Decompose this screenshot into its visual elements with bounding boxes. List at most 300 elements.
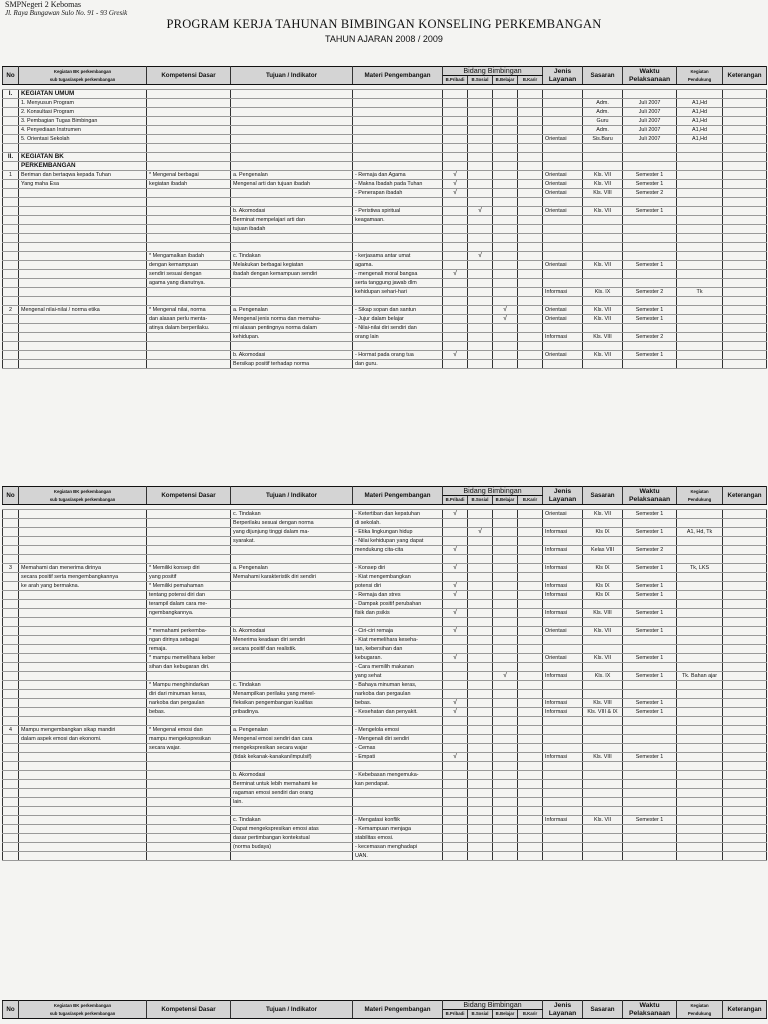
header-pribadi-text: B.Pribadi: [445, 1011, 465, 1016]
cell-jenis-layanan: [543, 279, 583, 288]
cell-sasaran: Kls. VIII & IX: [583, 708, 623, 717]
header-sosial-text: B.Sosial: [471, 1011, 489, 1016]
cell-kompetensi: agama yang dianutnya.: [147, 279, 231, 288]
cell-waktu: [623, 645, 677, 654]
cell-sasaran: Kls. VII: [583, 654, 623, 663]
cell-sasaran: [583, 681, 623, 690]
cell-belajar: [493, 834, 518, 843]
table-row: [3, 735, 767, 744]
cell-tujuan: mengekspresikan secara wajar: [231, 744, 353, 753]
cell-jenis-layanan: Orientasi: [543, 189, 583, 198]
cell-pribadi: [443, 162, 468, 171]
cell-pendukung: [677, 690, 723, 699]
header-sasaran-text: Sasaran: [590, 1005, 615, 1013]
cell-waktu: Semester 1: [623, 171, 677, 180]
cell-pribadi: [443, 681, 468, 690]
cell-pendukung: [677, 807, 723, 816]
cell-waktu: [623, 297, 677, 306]
header-keterangan-text: Keterangan: [727, 71, 762, 79]
cell-kegiatan: Yang maha Esa: [19, 180, 147, 189]
cell-jenis-layanan: [543, 807, 583, 816]
table-row: [3, 636, 767, 645]
cell-belajar: [493, 270, 518, 279]
cell-waktu: [623, 852, 677, 861]
cell-kompetensi: tentang potensi diri dan: [147, 591, 231, 600]
cell-karir: [518, 744, 543, 753]
table-row: [3, 117, 767, 126]
cell-pribadi: [443, 117, 468, 126]
cell-no: [3, 735, 19, 744]
cell-materi: - Cara memilih makanan: [353, 663, 443, 672]
table-row: [3, 519, 767, 528]
cell-waktu: [623, 618, 677, 627]
cell-pendukung: [677, 519, 723, 528]
header-sasaran: [583, 67, 623, 85]
cell-kompetensi: [147, 555, 231, 564]
cell-tujuan: a. Pengenalan: [231, 306, 353, 315]
cell-kegiatan: 4. Penyediaan Instrumen: [19, 126, 147, 135]
cell-pendukung: [677, 699, 723, 708]
cell-keterangan: [723, 360, 767, 369]
header-no-text: No: [6, 71, 15, 79]
cell-pribadi: [443, 771, 468, 780]
cell-belajar: [493, 180, 518, 189]
cell-materi: [353, 555, 443, 564]
cell-no: [3, 324, 19, 333]
cell-keterangan: [723, 126, 767, 135]
cell-belajar: [493, 645, 518, 654]
cell-belajar: [493, 528, 518, 537]
table-row: [3, 135, 767, 144]
cell-jenis-layanan: [543, 663, 583, 672]
header-jenis-text: Layanan: [548, 75, 577, 83]
cell-keterangan: [723, 510, 767, 519]
cell-sasaran: [583, 789, 623, 798]
cell-materi: - Makna Ibadah pada Tuhan: [353, 180, 443, 189]
cell-kompetensi: [147, 771, 231, 780]
cell-materi: [353, 153, 443, 162]
cell-tujuan: b. Akomodasi: [231, 627, 353, 636]
cell-pribadi: [443, 234, 468, 243]
cell-no: [3, 663, 19, 672]
cell-materi: - Kemampuan menjaga: [353, 825, 443, 834]
cell-belajar: [493, 627, 518, 636]
table-row: [3, 261, 767, 270]
cell-materi: - Mengelola emosi: [353, 726, 443, 735]
cell-materi: [353, 144, 443, 153]
cell-keterangan: [723, 618, 767, 627]
cell-pendukung: [677, 207, 723, 216]
header-kegiatan-text: Kegiatan BK perkembangan: [53, 68, 112, 74]
table-row: [3, 333, 767, 342]
table-row: [3, 162, 767, 171]
header-keterangan: [723, 487, 767, 505]
cell-waktu: Semester 1: [623, 816, 677, 825]
cell-jenis-layanan: Informasi: [543, 708, 583, 717]
cell-tujuan: tujuan ibadah: [231, 225, 353, 234]
header-kegiatan-text: sub tugas/aspek perkembangan: [49, 496, 116, 502]
cell-sasaran: [583, 825, 623, 834]
cell-tujuan: [231, 618, 353, 627]
cell-sasaran: [583, 843, 623, 852]
cell-kegiatan: [19, 333, 147, 342]
cell-keterangan: [723, 252, 767, 261]
cell-tujuan: Dapat mengekspresikan emosi atas: [231, 825, 353, 834]
cell-tujuan: [231, 99, 353, 108]
table-row: [3, 663, 767, 672]
cell-waktu: Semester 1: [623, 180, 677, 189]
cell-waktu: Semester 1: [623, 306, 677, 315]
cell-kompetensi: sendiri sesuai dengan: [147, 270, 231, 279]
cell-keterangan: [723, 171, 767, 180]
cell-waktu: [623, 663, 677, 672]
cell-pendukung: [677, 843, 723, 852]
cell-materi: - Peristiwa spiritual: [353, 207, 443, 216]
cell-tujuan: c. Tindakan: [231, 816, 353, 825]
cell-karir: [518, 600, 543, 609]
cell-waktu: [623, 834, 677, 843]
cell-keterangan: [723, 279, 767, 288]
cell-pendukung: [677, 90, 723, 99]
cell-pribadi: [443, 279, 468, 288]
cell-no: [3, 135, 19, 144]
table-row: [3, 798, 767, 807]
cell-sosial: [468, 333, 493, 342]
cell-pribadi: [443, 297, 468, 306]
cell-pendukung: A1,Hd: [677, 108, 723, 117]
cell-kegiatan: [19, 807, 147, 816]
cell-karir: [518, 708, 543, 717]
cell-kegiatan: [19, 636, 147, 645]
cell-sosial: [468, 162, 493, 171]
cell-keterangan: [723, 699, 767, 708]
cell-keterangan: [723, 816, 767, 825]
cell-karir: [518, 351, 543, 360]
cell-no: [3, 672, 19, 681]
cell-materi: dan guru.: [353, 360, 443, 369]
cell-no: [3, 162, 19, 171]
cell-belajar: [493, 564, 518, 573]
cell-tujuan: [231, 117, 353, 126]
cell-pendukung: [677, 234, 723, 243]
cell-belajar: [493, 162, 518, 171]
cell-karir: [518, 324, 543, 333]
cell-sosial: [468, 771, 493, 780]
header-sosial-text: B.Sosial: [471, 77, 489, 82]
cell-keterangan: [723, 180, 767, 189]
cell-belajar: [493, 351, 518, 360]
cell-kompetensi: [147, 162, 231, 171]
cell-keterangan: [723, 843, 767, 852]
cell-kegiatan: 5. Orientasi Sekolah: [19, 135, 147, 144]
header-sosial: [468, 496, 493, 505]
cell-waktu: [623, 789, 677, 798]
cell-materi: narkoba dan pergaulan: [353, 690, 443, 699]
cell-waktu: [623, 243, 677, 252]
cell-sosial: √: [468, 207, 493, 216]
cell-belajar: [493, 663, 518, 672]
cell-materi: [353, 342, 443, 351]
cell-no: [3, 825, 19, 834]
cell-pendukung: [677, 252, 723, 261]
cell-kegiatan: [19, 189, 147, 198]
cell-kegiatan: [19, 546, 147, 555]
cell-kompetensi: [147, 234, 231, 243]
school-address: Jl. Raya Bungawan Sulo No. 91 - 93 Gresik: [5, 9, 128, 17]
cell-tujuan: Menampilkan perilaku yang merel-: [231, 690, 353, 699]
cell-kompetensi: atinya dalam berperilaku.: [147, 324, 231, 333]
cell-pribadi: [443, 198, 468, 207]
cell-belajar: [493, 726, 518, 735]
header-pendukung: [677, 67, 723, 85]
cell-pribadi: [443, 333, 468, 342]
cell-materi: serta tanggung jawab dlm: [353, 279, 443, 288]
cell-karir: [518, 573, 543, 582]
header-karir: [518, 1010, 543, 1019]
header-tujuan-text: Tujuan / Indikator: [265, 1005, 318, 1013]
header-waktu-text: Pelaksanaan: [628, 495, 671, 503]
cell-kegiatan: [19, 342, 147, 351]
cell-tujuan: [231, 762, 353, 771]
cell-pribadi: [443, 324, 468, 333]
cell-tujuan: lain.: [231, 798, 353, 807]
cell-tujuan: [231, 591, 353, 600]
cell-kompetensi: [147, 780, 231, 789]
cell-keterangan: [723, 726, 767, 735]
cell-pendukung: [677, 591, 723, 600]
cell-sosial: [468, 780, 493, 789]
cell-kegiatan: [19, 834, 147, 843]
cell-pendukung: [677, 537, 723, 546]
cell-jenis-layanan: [543, 771, 583, 780]
cell-keterangan: [723, 162, 767, 171]
cell-pendukung: A1,Hd: [677, 117, 723, 126]
cell-no: [3, 234, 19, 243]
header-jenis-text: Jenis: [553, 67, 572, 75]
cell-kegiatan: Beriman dan bertaqwa kepada Tuhan: [19, 171, 147, 180]
cell-kompetensi: [147, 798, 231, 807]
header-pendukung: [677, 1001, 723, 1019]
table-row: [3, 600, 767, 609]
header-materi-text: Materi Pengembangan: [364, 491, 431, 499]
cell-waktu: [623, 216, 677, 225]
table-row: [3, 99, 767, 108]
cell-pendukung: [677, 216, 723, 225]
cell-materi: tan, kebersihan dan: [353, 645, 443, 654]
cell-karir: [518, 117, 543, 126]
cell-pendukung: [677, 243, 723, 252]
cell-no: [3, 225, 19, 234]
cell-tujuan: pribadinya.: [231, 708, 353, 717]
cell-tujuan: a. Pengenalan: [231, 726, 353, 735]
cell-pendukung: [677, 360, 723, 369]
cell-no: [3, 690, 19, 699]
cell-sosial: [468, 726, 493, 735]
cell-waktu: [623, 771, 677, 780]
cell-sasaran: [583, 279, 623, 288]
cell-materi: - Bahaya minuman keras,: [353, 681, 443, 690]
cell-materi: - kerjasama antar umat: [353, 252, 443, 261]
cell-kompetensi: [147, 216, 231, 225]
cell-kompetensi: * mampu memelihara keber: [147, 654, 231, 663]
cell-karir: [518, 582, 543, 591]
cell-pribadi: [443, 252, 468, 261]
cell-kegiatan: [19, 627, 147, 636]
table-row: [3, 198, 767, 207]
cell-no: [3, 834, 19, 843]
cell-keterangan: [723, 135, 767, 144]
cell-sosial: [468, 636, 493, 645]
table-row: [3, 690, 767, 699]
cell-karir: [518, 99, 543, 108]
cell-materi: di sekolah.: [353, 519, 443, 528]
header-bidang: [443, 67, 543, 76]
cell-no: [3, 645, 19, 654]
table-row: [3, 780, 767, 789]
cell-tujuan: c. Tindakan: [231, 681, 353, 690]
header-waktu-text: Waktu: [639, 1001, 660, 1009]
cell-kompetensi: sihan dan kebugaran diri.: [147, 663, 231, 672]
cell-kegiatan: [19, 144, 147, 153]
cell-sosial: [468, 126, 493, 135]
cell-pribadi: [443, 816, 468, 825]
cell-materi: [353, 198, 443, 207]
cell-pribadi: √: [443, 564, 468, 573]
table-row: [3, 510, 767, 519]
header-karir: [518, 496, 543, 505]
cell-no: [3, 582, 19, 591]
cell-sosial: [468, 582, 493, 591]
cell-no: [3, 843, 19, 852]
cell-pribadi: [443, 519, 468, 528]
cell-belajar: [493, 207, 518, 216]
cell-no: [3, 180, 19, 189]
cell-jenis-layanan: [543, 645, 583, 654]
cell-sosial: [468, 99, 493, 108]
cell-pendukung: [677, 261, 723, 270]
cell-karir: [518, 699, 543, 708]
cell-kegiatan: [19, 288, 147, 297]
cell-sosial: [468, 735, 493, 744]
cell-kompetensi: mampu mengekspresikan: [147, 735, 231, 744]
cell-karir: [518, 510, 543, 519]
cell-pribadi: [443, 717, 468, 726]
cell-kompetensi: bebas.: [147, 708, 231, 717]
cell-sosial: [468, 279, 493, 288]
cell-kompetensi: * memahami perkemba-: [147, 627, 231, 636]
cell-pribadi: [443, 834, 468, 843]
cell-karir: [518, 834, 543, 843]
cell-sasaran: Kls. IX: [583, 288, 623, 297]
cell-pribadi: √: [443, 627, 468, 636]
cell-sosial: [468, 618, 493, 627]
cell-tujuan: [231, 198, 353, 207]
cell-kompetensi: dan alasan perlu menta-: [147, 315, 231, 324]
cell-sasaran: [583, 519, 623, 528]
header-jenis: [543, 1001, 583, 1019]
cell-keterangan: [723, 99, 767, 108]
cell-waktu: Semester 1: [623, 261, 677, 270]
cell-pribadi: [443, 672, 468, 681]
cell-no: [3, 216, 19, 225]
table-row: [3, 681, 767, 690]
cell-sasaran: Kls. VII: [583, 510, 623, 519]
cell-kegiatan: [19, 207, 147, 216]
cell-pribadi: [443, 288, 468, 297]
program-table-page-2: [2, 486, 767, 861]
cell-materi: [353, 108, 443, 117]
cell-pribadi: [443, 618, 468, 627]
cell-jenis-layanan: Informasi: [543, 546, 583, 555]
cell-karir: [518, 171, 543, 180]
cell-belajar: [493, 510, 518, 519]
table-row: [3, 324, 767, 333]
header-belajar-text: B.Belajar: [495, 1011, 515, 1016]
cell-waktu: Semester 1: [623, 708, 677, 717]
cell-waktu: [623, 681, 677, 690]
cell-belajar: [493, 117, 518, 126]
header-kegiatan-text: sub tugas/aspek perkembangan: [49, 1010, 116, 1016]
cell-keterangan: [723, 288, 767, 297]
cell-pendukung: Tk, LKS: [677, 564, 723, 573]
cell-waktu: Juli 2007: [623, 117, 677, 126]
cell-jenis-layanan: Orientasi: [543, 654, 583, 663]
cell-materi: kehidupan sehari-hari: [353, 288, 443, 297]
header-no: [3, 1001, 19, 1019]
cell-kompetensi: narkoba dan pergaulan: [147, 699, 231, 708]
cell-kompetensi: [147, 672, 231, 681]
cell-jenis-layanan: [543, 252, 583, 261]
cell-jenis-layanan: [543, 600, 583, 609]
cell-pribadi: [443, 243, 468, 252]
cell-kegiatan: [19, 699, 147, 708]
cell-no: [3, 243, 19, 252]
cell-jenis-layanan: [543, 789, 583, 798]
table-row: [3, 360, 767, 369]
cell-keterangan: [723, 324, 767, 333]
cell-waktu: Semester 2: [623, 546, 677, 555]
cell-materi: - Mengenali diri sendiri: [353, 735, 443, 744]
cell-kegiatan: [19, 753, 147, 762]
table-row: [3, 609, 767, 618]
cell-no: [3, 279, 19, 288]
cell-jenis-layanan: [543, 234, 583, 243]
cell-kompetensi: [147, 528, 231, 537]
cell-jenis-layanan: [543, 153, 583, 162]
cell-karir: [518, 270, 543, 279]
cell-pendukung: A1,Hd: [677, 135, 723, 144]
cell-pribadi: [443, 90, 468, 99]
cell-pendukung: [677, 735, 723, 744]
cell-sosial: [468, 600, 493, 609]
cell-karir: [518, 306, 543, 315]
cell-keterangan: [723, 780, 767, 789]
cell-tujuan: [231, 342, 353, 351]
cell-sasaran: Kls. VII: [583, 171, 623, 180]
cell-tujuan: c. Tindakan: [231, 252, 353, 261]
cell-materi: - Mengatasi konflik: [353, 816, 443, 825]
cell-keterangan: [723, 351, 767, 360]
cell-karir: [518, 654, 543, 663]
cell-belajar: [493, 825, 518, 834]
cell-pendukung: [677, 510, 723, 519]
header-waktu-text: Pelaksanaan: [628, 75, 671, 83]
cell-pribadi: [443, 207, 468, 216]
cell-kompetensi: ngan dirinya sebagai: [147, 636, 231, 645]
cell-belajar: [493, 144, 518, 153]
table-row: [3, 852, 767, 861]
cell-jenis-layanan: [543, 744, 583, 753]
